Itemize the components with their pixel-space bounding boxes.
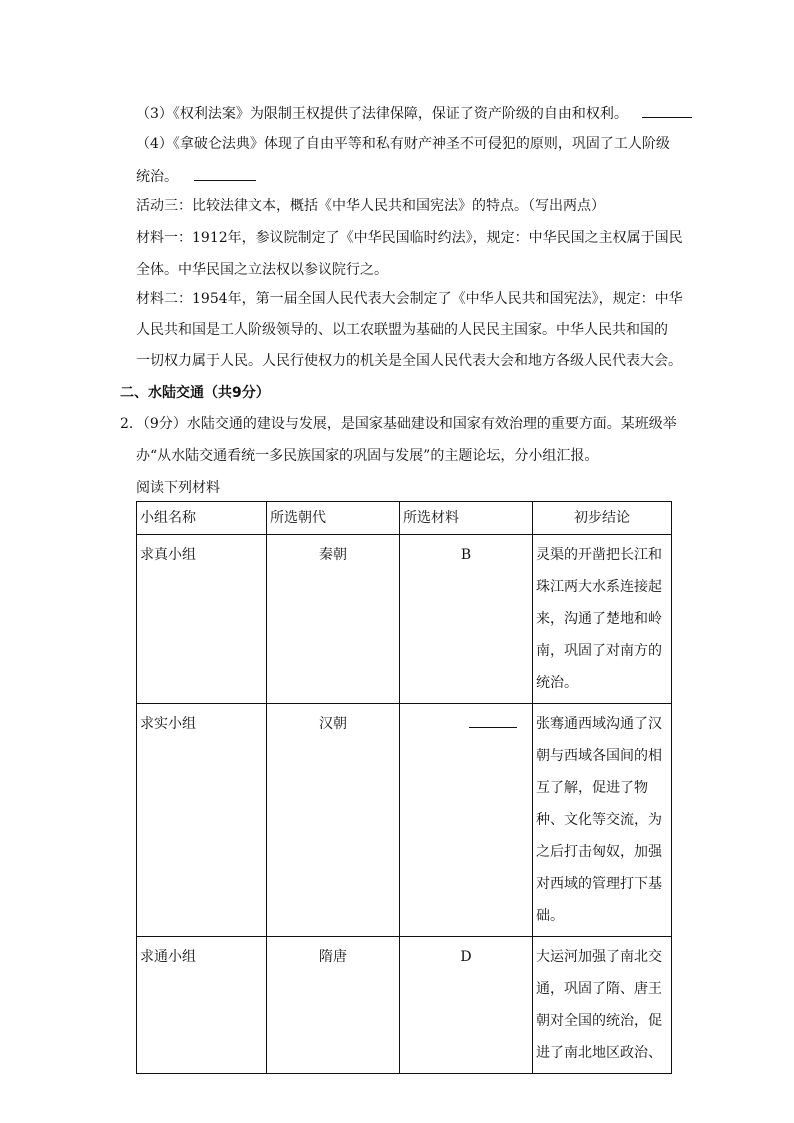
q4-text-line1: （4）《拿破仑法典》体现了自由平等和私有财产神圣不可侵犯的原则，巩固了工人阶级: [136, 136, 670, 152]
read-instruction: 阅读下列材料: [136, 480, 220, 496]
row-conclusion: 灵渠的开凿把长江和珠江两大水系连接起来，沟通了楚地和岭南，巩固了对南方的统治。: [533, 535, 672, 704]
row-dynasty: 隋唐: [267, 937, 400, 1074]
activity3-heading: 活动三：比较法律文本，概括《中华人民共和国宪法》的特点。（写出两点）: [136, 198, 605, 214]
q3-statement: [136, 103, 692, 124]
row-group: 求实小组: [137, 704, 267, 937]
q4-answer-blank[interactable]: [194, 166, 256, 181]
q3-text: （3）《权利法案》为限制王权提供了法律保障，保证了资产阶级的自由和权利。: [136, 106, 628, 122]
forum-table: [136, 501, 672, 1074]
q3-answer-blank[interactable]: [642, 103, 692, 118]
row-conclusion: 大运河加强了南北交通，巩固了隋、唐王朝对全国的统治，促进了南北地区政治、: [533, 937, 672, 1074]
section2-heading: 二、水陆交通（共9分）: [120, 385, 270, 401]
material1-line2: 全体。中华民国之立法权以参议院行之。: [136, 262, 388, 278]
material1-line1: 材料一：1912年，参议院制定了《中华民国临时约法》，规定：中华民国之主权属于国民: [136, 230, 683, 246]
q4-text-line2: 统治。: [136, 169, 178, 185]
q4-statement-line2: [136, 166, 256, 187]
row-group: 求真小组: [137, 535, 267, 704]
table-row: [137, 535, 672, 704]
table-row: [137, 704, 672, 937]
row-dynasty: 秦朝: [267, 535, 400, 704]
row-material: D: [400, 937, 533, 1074]
material-answer-blank[interactable]: [469, 709, 517, 728]
table-header-row: [137, 502, 672, 535]
row-material-cell: [400, 704, 533, 937]
q2-stem-line1: 2．（9分）水陆交通的建设与发展，是国家基础建设和国家有效治理的重要方面。某班级举: [120, 416, 677, 432]
material2-line2: 人民共和国是工人阶级领导的、以工农联盟为基础的人民民主国家。中华人民共和国的: [136, 322, 668, 338]
header-material: 所选材料: [400, 502, 533, 535]
table-row: [137, 937, 672, 1074]
row-material: B: [400, 535, 533, 704]
material2-line1: 材料二：1954年，第一届全国人民代表大会制定了《中华人民共和国宪法》，规定：中华: [136, 291, 683, 307]
material2-line3: 一切权力属于人民。人民行使权力的机关是全国人民代表大会和地方各级人民代表大会。: [136, 353, 682, 369]
header-dynasty: 所选朝代: [267, 502, 400, 535]
header-group-name: 小组名称: [137, 502, 267, 535]
header-conclusion: 初步结论: [533, 502, 672, 535]
q4-statement-line1: [136, 134, 670, 154]
row-conclusion: 张骞通西域沟通了汉朝与西域各国间的相互了解，促进了物种、文化等交流，为之后打击匈奴，加强对西域的管理打下基础。: [533, 704, 672, 937]
row-group: 求通小组: [137, 937, 267, 1074]
row-dynasty: 汉朝: [267, 704, 400, 937]
q2-stem-line2: 办“从水陆交通看统一多民族国家的巩固与发展”的主题论坛，分小组汇报。: [136, 448, 599, 464]
